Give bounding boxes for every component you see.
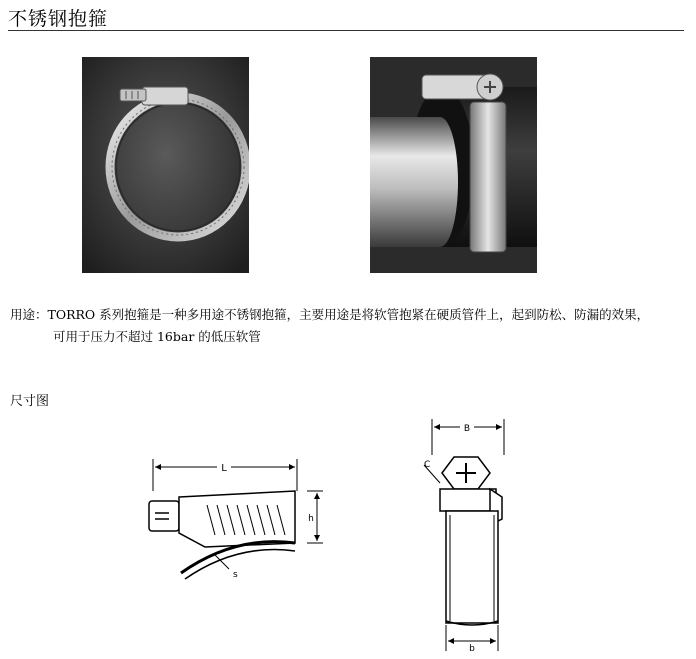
page-title: 不锈钢抱箍	[8, 8, 109, 30]
thickness-label: s	[233, 570, 238, 580]
length-label: L	[221, 463, 227, 474]
hose-clamp-photo	[82, 57, 249, 273]
usage-line-2: 可用于压力不超过 16bar 的低压软管	[53, 329, 261, 344]
hose-clamp-on-pipe-photo	[370, 57, 537, 273]
height-label: h	[308, 514, 314, 524]
title-divider	[8, 30, 684, 31]
outer-width-label: B	[463, 424, 471, 434]
usage-line-1: 用途：TORRO 系列抱箍是一种多用途不锈钢抱箍，主要用途是将软管抱紧在硬质管件上，起到防松、防漏的效果，	[10, 307, 650, 322]
front-view-drawing	[410, 415, 520, 655]
usage-paragraph	[10, 304, 690, 348]
head-size-label: C	[424, 460, 431, 470]
side-view-drawing	[145, 455, 345, 585]
dimension-drawing-title: 尺寸图	[10, 394, 50, 409]
band-width-label: b	[469, 644, 475, 654]
